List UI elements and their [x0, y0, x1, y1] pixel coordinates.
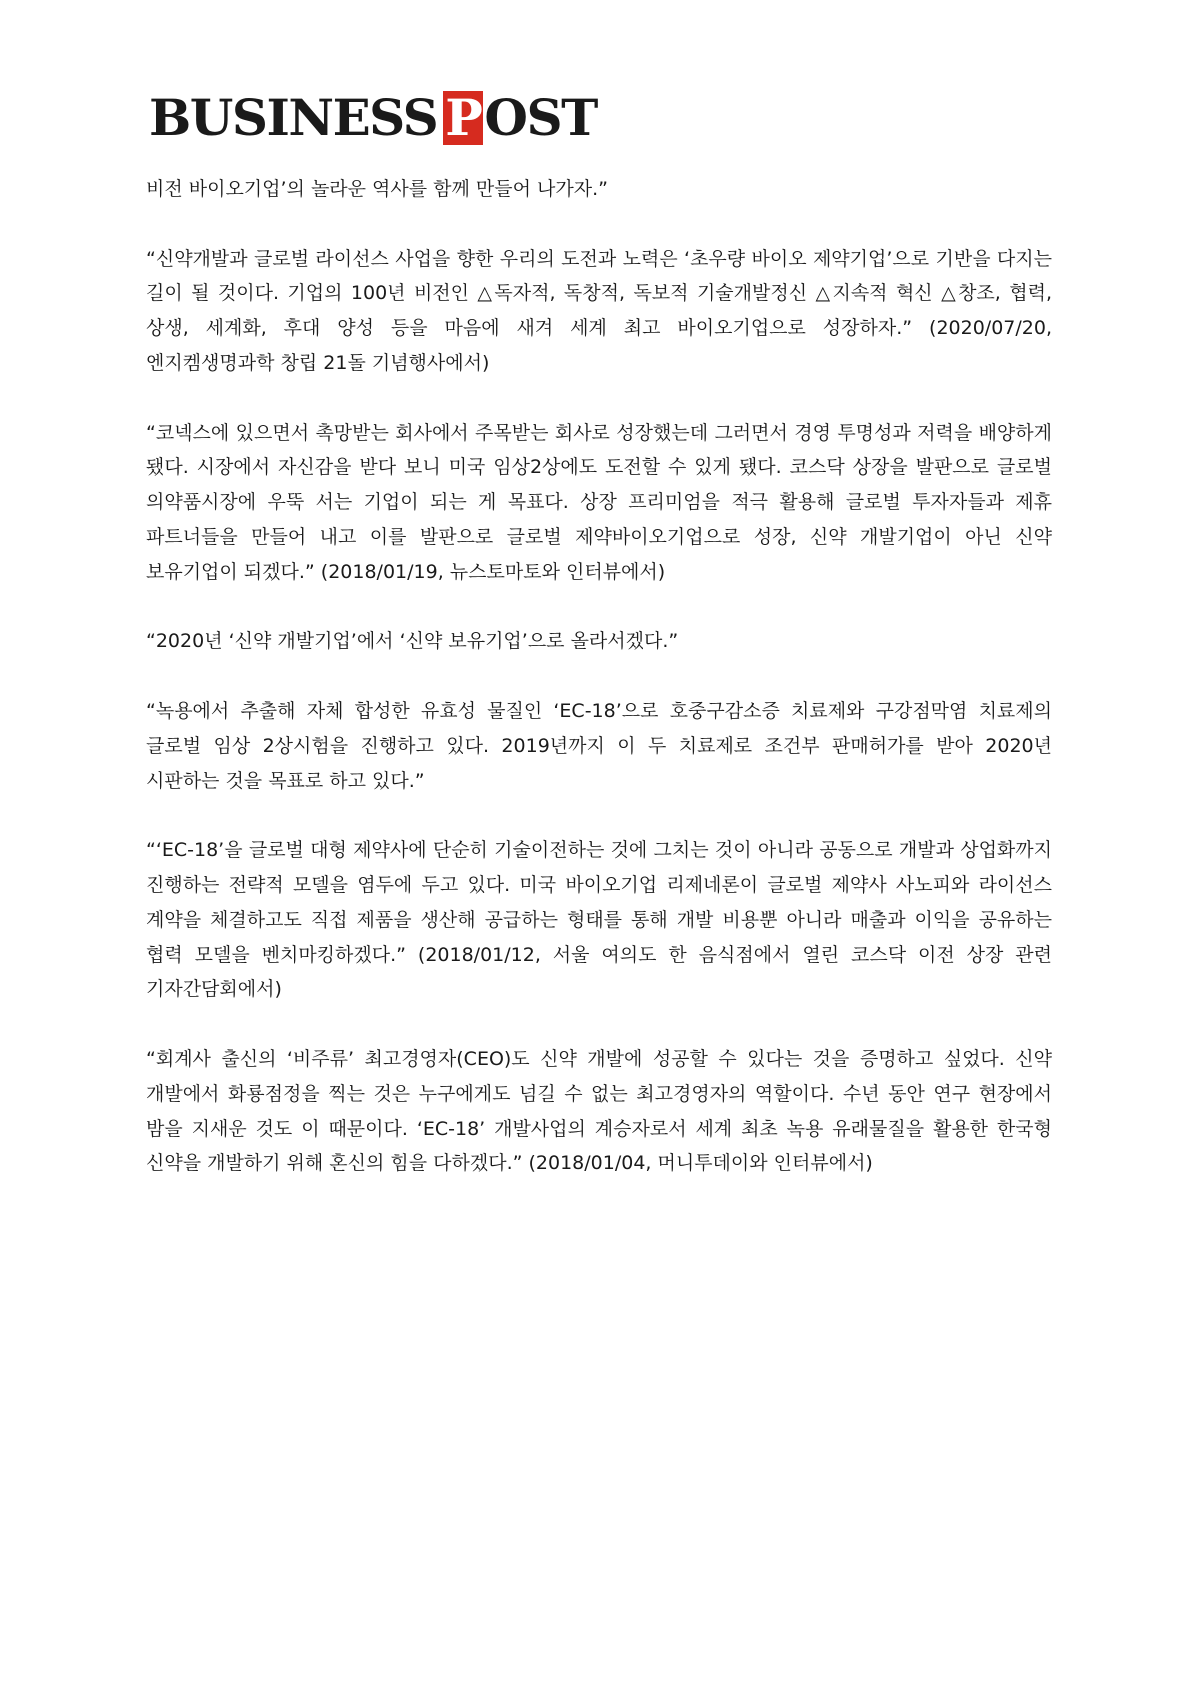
- paragraph: “회계사 출신의 ‘비주류’ 최고경영자(CEO)도 신약 개발에 성공할 수 있다는 것을 증명하고 싶었다. 신약 개발에서 화룡점정을 찍는 것은 누구에게도 넘길 수 없는 최고경영자의 역할이다. 수년 동안 연구 현장에서 밤을 지새운 것도 이 때문이다. ‘EC-18’ 개발사업의 계승자로서 세계 최초 녹용 유래물질을 활용한 한국형 신약을 개발하기 위해 혼신의 힘을 다하겠다.” (2018/01/04, 머니투데이와 인터뷰에서): [146, 1047, 1052, 1175]
- paragraph: “2020년 ‘신약 개발기업’에서 ‘신약 보유기업’으로 올라서겠다.”: [146, 630, 679, 653]
- paragraph: 비전 바이오기업’의 놀라운 역사를 함께 만들어 나가자.”: [146, 178, 608, 200]
- paragraph: “녹용에서 추출해 자체 합성한 유효성 물질인 ‘EC-18’으로 호중구감소증 치료제와 구강점막염 치료제의 글로벌 임상 2상시험을 진행하고 있다. 2019년까지 이 두 치료제로 조건부 판매허가를 받아 2020년 시판하는 것을 목표로 하고 있다.”: [146, 699, 1052, 792]
- logo-text-business: BUSINESS: [149, 88, 438, 147]
- paragraph: “‘EC-18’을 글로벌 대형 제약사에 단순히 기술이전하는 것에 그치는 것이 아니라 공동으로 개발과 상업화까지 진행하는 전략적 모델을 염두에 두고 있다. 미국 바이오기업 리제네론이 글로벌 제약사 사노피와 라이선스 계약을 체결하고도 직접 제품을 생산해 공급하는 형태를 통해 개발 비용뿐 아니라 매출과 이익을 공유하는 협력 모델을 벤치마킹하겠다.” (2018/01/12, 서울 여의도 한 음식점에서 열린 코스닥 이전 상장 관련 기자간담회에서): [146, 839, 1052, 1001]
- logo-p-box: P: [445, 88, 482, 147]
- business-post-logo: [149, 88, 597, 148]
- paragraph: “코넥스에 있으면서 촉망받는 회사에서 주목받는 회사로 성장했는데 그러면서 경영 투명성과 저력을 배양하게 됐다. 시장에서 자신감을 받다 보니 미국 임상2상에도 도전할 수 있게 됐다. 코스닥 상장을 발판으로 글로벌 의약품시장에 우뚝 서는 기업이 되는 게 목표다. 상장 프리미엄을 적극 활용해 글로벌 투자자들과 제휴 파트너들을 만들어 내고 이를 발판으로 글로벌 제약바이오기업으로 성장, 신약 개발기업이 아닌 신약 보유기업이 되겠다.” (2018/01/19, 뉴스토마토와 인터뷰에서): [146, 421, 1052, 583]
- article-body: [146, 172, 1052, 1181]
- paragraph: “신약개발과 글로벌 라이선스 사업을 향한 우리의 도전과 노력은 ‘초우량 바이오 제약기업’으로 기반을 다지는 길이 될 것이다. 기업의 100년 비전인 △독자적, 독창적, 독보적 기술개발정신 △지속적 혁신 △창조, 협력, 상생, 세계화, 후대 양성 등을 마음에 새겨 세계 최고 바이오기업으로 성장하자.” (2020/07/20, 엔지켐생명과학 창립 21돌 기념행사에서): [146, 247, 1052, 374]
- logo-text-ost: OST: [484, 88, 597, 147]
